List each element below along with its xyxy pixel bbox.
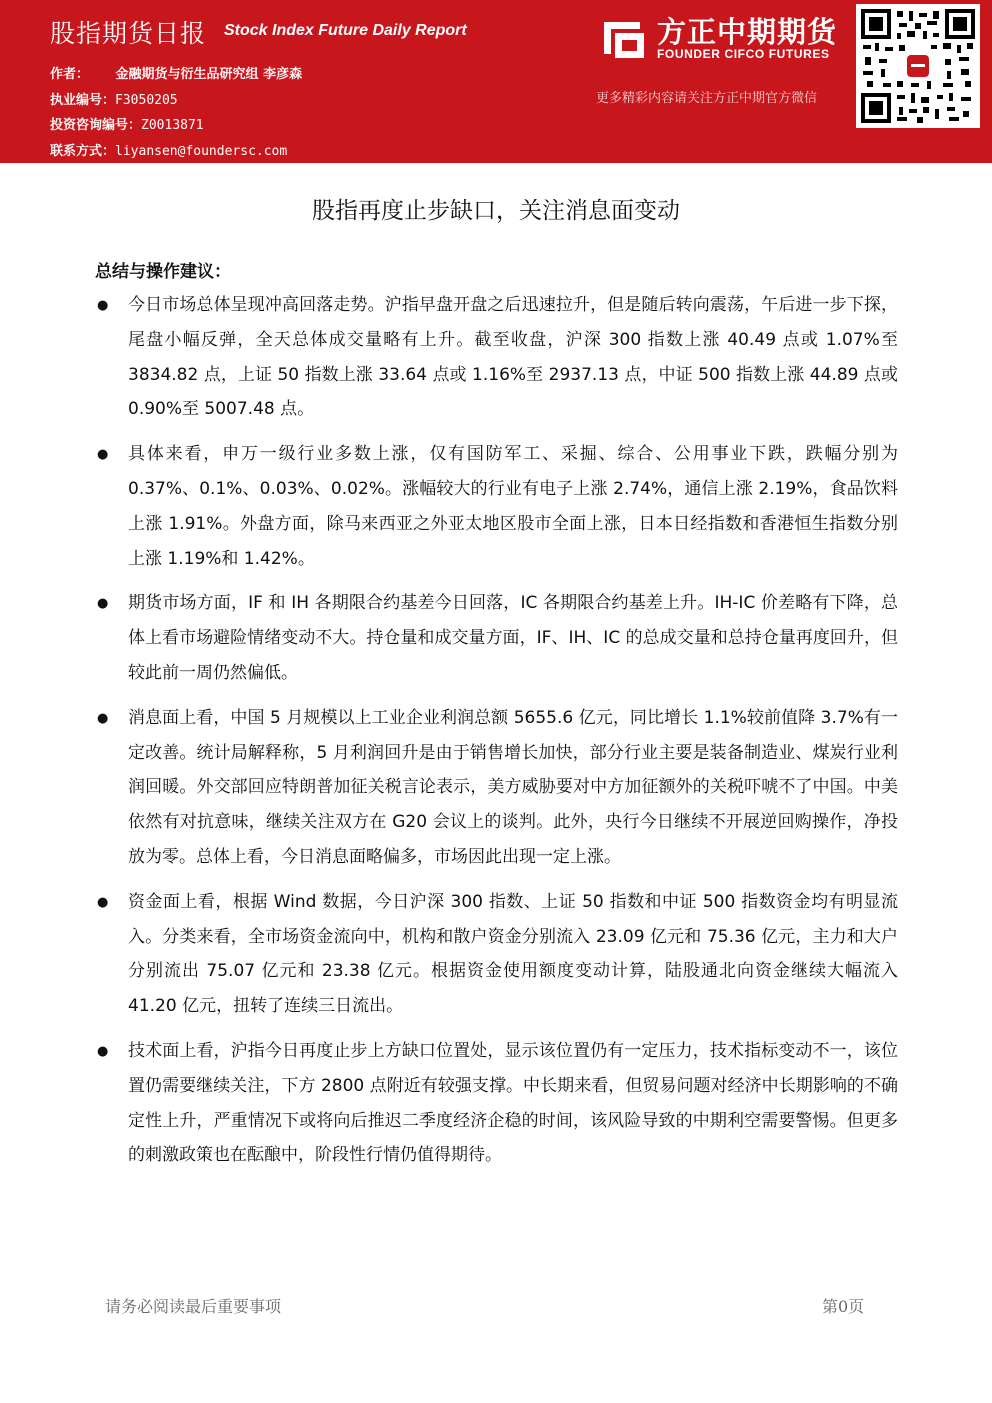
consult-value: Z0013871 xyxy=(141,118,204,133)
list-item xyxy=(95,586,898,690)
page-number: 第0页 xyxy=(822,1297,865,1316)
document-title: 股指再度止步缺口，关注消息面变动 xyxy=(312,198,680,224)
bullet-dot-icon: ● xyxy=(97,596,109,612)
bullet-text: 今日市场总体呈现冲高回落走势。沪指早盘开盘之后迅速拉升，但是随后转向震荡，午后进一步下探，尾盘小幅反弹，全天总体成交量略有上升。截至收盘，沪深 300 指数上涨 40.49 点或 1.07%至 3834.82 点，上证 50 指数上涨 33.64 点或 1.16%至 2937.13 点，中证 500 指数上涨 44.89 点或 0.90%至 5007.48 点。 xyxy=(128,295,898,420)
author-value: 金融期货与衍生品研究组 李彦森 xyxy=(115,67,303,82)
follow-wechat-text: 更多精彩内容请关注方正中期官方微信 xyxy=(596,91,818,106)
summary-list xyxy=(95,288,898,1183)
bullet-dot-icon: ● xyxy=(97,447,109,463)
contact-label: 联系方式： xyxy=(50,144,116,159)
report-subtitle: Stock Index Future Daily Report xyxy=(224,22,467,39)
author-line xyxy=(50,63,302,82)
bullet-text: 资金面上看，根据 Wind 数据，今日沪深 300 指数、上证 50 指数和中证 500 指数资金均有明显流入。分类来看，全市场资金流向中，机构和散户资金分别流入 23.09 亿元和 75.36 亿元，主力和大户分别流出 75.07 亿元和 23.38 亿元。根据资金使用额度变动计算，陆股通北向资金继续大幅流入 41.20 亿元，扭转了连续三日流出。 xyxy=(128,891,898,1017)
bullet-text: 技术面上看，沪指今日再度止步上方缺口位置处，显示该位置仍有一定压力，技术指标变动不一，该位置仍需要继续关注，下方 2800 点附近有较强支撑。中长期来看，但贸易问题对经济中长期影响的不确定性上升，严重情况下或将向后推迟二季度经济企稳的时间，该风险导致的中期利空需要警惕。但更多的刺激政策也在酝酿中，阶段性行情仍值得期待。 xyxy=(128,1040,898,1166)
license-line xyxy=(50,89,178,108)
footer-disclaimer: 请务必阅读最后重要事项 xyxy=(105,1297,282,1316)
list-item xyxy=(95,701,898,875)
qr-code-icon[interactable] xyxy=(856,4,980,128)
license-value: F3050205 xyxy=(115,93,178,108)
qr-code-graphic xyxy=(861,9,975,123)
list-item xyxy=(95,437,898,576)
license-label: 执业编号： xyxy=(50,93,116,108)
bullet-dot-icon: ● xyxy=(97,894,109,910)
list-item xyxy=(95,885,898,1024)
report-header xyxy=(0,0,992,163)
brand-logo-icon xyxy=(600,16,648,60)
bullet-dot-icon: ● xyxy=(97,298,109,313)
contact-line xyxy=(50,140,287,159)
consult-label: 投资咨询编号： xyxy=(50,118,142,133)
section-heading: 总结与操作建议： xyxy=(95,262,231,282)
list-item xyxy=(95,1034,898,1173)
contact-email[interactable]: liyansen@foundersc.com xyxy=(115,144,288,159)
bullet-text: 消息面上看，中国 5 月规模以上工业企业利润总额 5655.6 亿元，同比增长 1.1%较前值降 3.7%有一定改善。统计局解释称，5 月利润回升是由于销售增长加快，部分行业主要是装备制造业、煤炭行业利润回暖。外交部回应特朗普加征关税言论表示，美方威胁要对中方加征额外的关税吓唬不了中国。中美依然有对抗意味，继续关注双方在 G20 会议上的谈判。此外，央行今日继续不开展逆回购操作，净投放为零。总体上看，今日消息面略偏多，市场因此出现一定上涨。 xyxy=(128,707,898,867)
brand-name-cn: 方正中期期货 xyxy=(657,15,838,49)
author-label: 作者： xyxy=(50,67,90,82)
bullet-text: 具体来看，申万一级行业多数上涨，仅有国防军工、采掘、综合、公用事业下跌，跌幅分别为 0.37%、0.1%、0.03%、0.02%。涨幅较大的行业有电子上涨 2.74%，通信上涨 2.19%，食品饮料上涨 1.91%。外盘方面，除马来西亚之外亚太地区股市全面上涨，日本日经指数和香港恒生指数分别上涨 1.19%和 1.42%。 xyxy=(128,444,898,569)
report-title: 股指期货日报 xyxy=(50,19,207,48)
bullet-dot-icon: ● xyxy=(97,710,109,726)
brand-name-en: FOUNDER CIFCO FUTURES xyxy=(657,47,830,61)
list-item xyxy=(95,288,898,427)
consult-line xyxy=(50,114,204,133)
bullet-text: 期货市场方面，IF 和 IH 各期限合约基差今日回落，IC 各期限合约基差上升。IH-IC 价差略有下降，总体上看市场避险情绪变动不大。持仓量和成交量方面，IF、IH、IC 的总成交量和总持仓量再度回升，但较此前一周仍然偏低。 xyxy=(128,593,898,683)
bullet-dot-icon: ● xyxy=(97,1043,109,1059)
